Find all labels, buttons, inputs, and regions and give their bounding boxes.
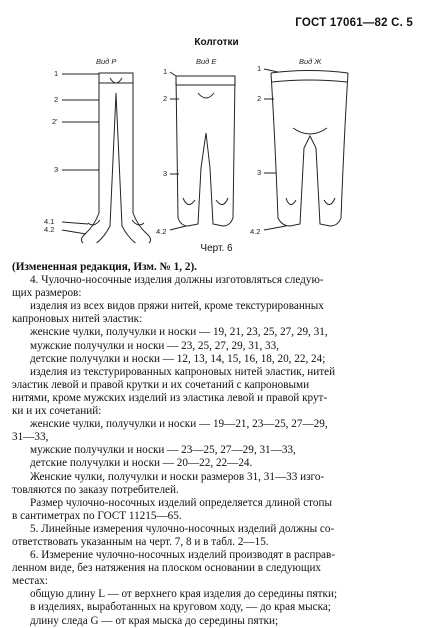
- paragraph-line: ки и их сочетаний:: [12, 405, 102, 418]
- tights-panel-3: [271, 71, 348, 227]
- paragraph-line: Размер чулочно-носочных изделий определяется длиной стопы: [30, 496, 333, 509]
- paragraph-line: женские чулки, получулки и носки — 19, 21, 23, 25, 27, 29, 31,: [30, 326, 328, 339]
- paragraph-line: 6. Измерение чулочно-носочных изделий производят в расправ-: [30, 549, 336, 562]
- callout-1: 1: [54, 69, 59, 78]
- paragraph-line: Женские чулки, получулки и носки размеров 31, 31—33 изго-: [30, 470, 325, 483]
- panel-label-2: Вид Е: [196, 57, 217, 66]
- paragraph-line: мужские получулки и носки — 23, 25, 27, 29, 31, 33,: [30, 339, 280, 352]
- paragraph-line: изделия из текстурированных капроновых нитей эластик, нитей: [30, 365, 336, 378]
- svg-text:3: 3: [257, 168, 262, 177]
- callout-4-1: 4.1: [44, 217, 55, 226]
- paragraph-line: нитями, кроме мужских изделий из эластика левой и правой крут-: [12, 391, 328, 404]
- svg-text:1: 1: [257, 64, 262, 73]
- svg-text:2: 2: [163, 94, 168, 103]
- paragraph-line: местах:: [12, 575, 48, 588]
- callout-4-2: 4.2: [44, 225, 55, 234]
- amendment-note: (Измененная редакция, Изм. № 1, 2).: [12, 261, 197, 273]
- svg-text:2: 2: [257, 94, 262, 103]
- paragraph-line: товляются по заказу потребителей.: [12, 483, 179, 496]
- paragraph-line: мужские получулки и носки — 23—25, 27—29, 31—33,: [30, 444, 296, 457]
- svg-text:3: 3: [163, 169, 168, 178]
- svg-text:1: 1: [163, 67, 168, 76]
- tights-figure: [38, 48, 368, 243]
- paragraph-line: 4. Чулочно-носочные изделия должны изготовляться следую-: [30, 274, 324, 287]
- callout-3: 3: [54, 165, 59, 174]
- paragraph-line: ленном виде, без натяжения на плоском основании в следующих: [12, 562, 322, 575]
- paragraph-line: капроновых нитей эластик:: [12, 313, 143, 326]
- paragraph-line: эластик левой и правой крутки и их сочетаний с капроновыми: [12, 378, 310, 391]
- paragraph-line: 5. Линейные измерения чулочно-носочных изделий должны со-: [30, 522, 335, 535]
- paragraph-line: изделия из всех видов пряжи нитей, кроме текстурированных: [30, 300, 324, 313]
- panel-label-3: Вид Ж: [299, 57, 322, 66]
- callout-2prime: 2': [52, 117, 58, 126]
- panel-label-1: Вид Р: [96, 57, 117, 66]
- paragraph-line: детские получулки и носки — 12, 13, 14, 15, 16, 18, 20, 22, 24;: [30, 352, 326, 365]
- paragraph-line: 31—33,: [12, 431, 49, 444]
- paragraph-line: длину следа G — от края мыска до середины пятки;: [30, 614, 279, 627]
- figure-title: Колготки: [194, 37, 239, 48]
- paragraph-line: ответствовать указанным на черт. 7, 8 и в табл. 2—15.: [12, 535, 269, 548]
- paragraph-line: детские получулки и носки — 20—22, 22—24.: [30, 457, 253, 470]
- paragraph-line: в сантиметрах по ГОСТ 11215—65.: [12, 509, 182, 522]
- body-text: [12, 261, 416, 628]
- callout-2: 2: [54, 95, 59, 104]
- paragraph-line: общую длину L — от верхнего края изделия до середины пятки;: [30, 588, 338, 601]
- tights-panel-2: [176, 76, 235, 226]
- page-header: ГОСТ 17061—82 С. 5: [295, 17, 413, 29]
- svg-text:4.2: 4.2: [250, 227, 261, 236]
- tights-panel-1: [81, 73, 150, 243]
- svg-text:4.2: 4.2: [156, 227, 167, 236]
- figure-caption: Черт. 6: [200, 243, 233, 254]
- paragraph-line: женские чулки, получулки и носки — 19—21, 23—25, 27—29,: [30, 418, 328, 431]
- paragraph-line: щих размеров:: [12, 287, 82, 300]
- paragraph-line: в изделиях, выработанных на круговом ходу, — до края мыска;: [30, 601, 331, 614]
